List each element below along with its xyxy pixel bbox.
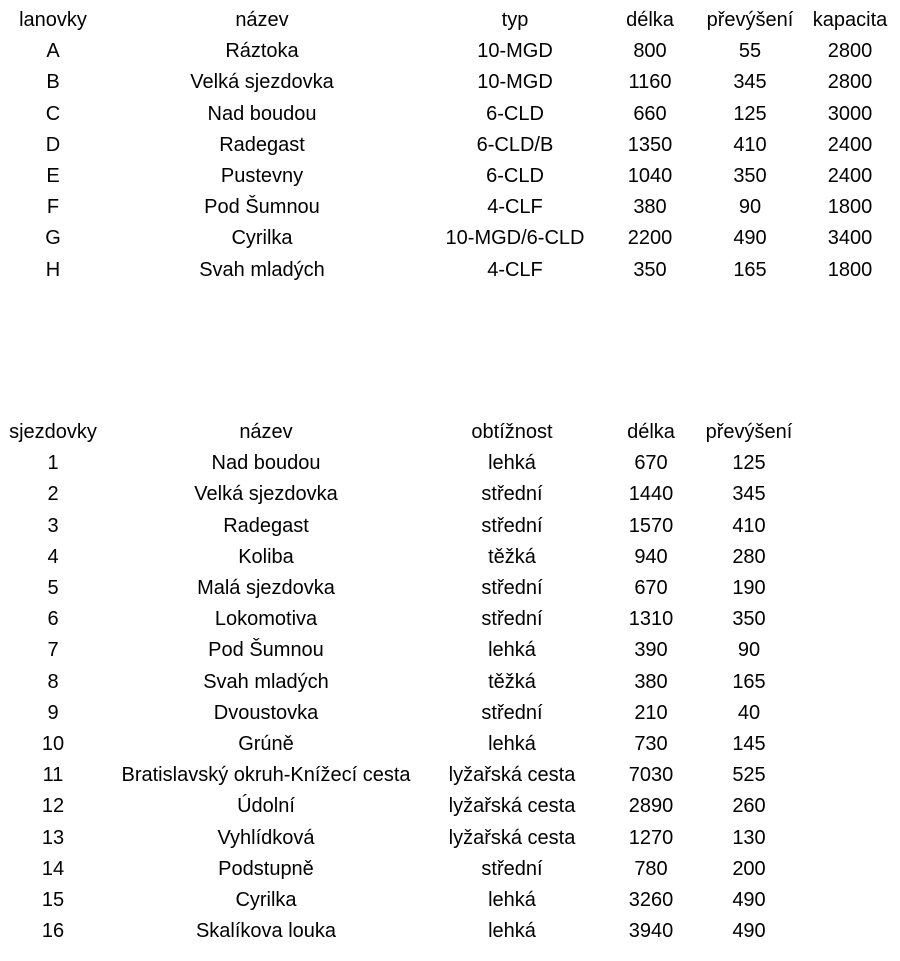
table-cell: střední: [481, 577, 543, 600]
table-cell: 490: [732, 888, 766, 911]
table-cell: E: [46, 165, 60, 188]
table-cell: 410: [732, 514, 766, 537]
table-row: [0, 916, 794, 947]
table-header-row: [0, 417, 794, 448]
table-row: [0, 729, 794, 760]
column-header: kapacita: [812, 9, 888, 32]
table-cell: 5: [47, 577, 59, 600]
table-cell: 145: [732, 732, 766, 755]
table-cell: Dvoustovka: [213, 701, 319, 724]
table-cell: A: [46, 40, 60, 63]
table-cell: 90: [737, 639, 761, 662]
table-cell: Radegast: [223, 514, 309, 537]
table-row: [0, 161, 888, 192]
table-cell: 125: [732, 452, 766, 475]
table-cell: Údolní: [237, 795, 295, 818]
table-cell: 165: [733, 258, 767, 281]
table-row: [0, 822, 794, 853]
table-cell: 10-MGD/6-CLD: [445, 227, 585, 250]
table-cell: 1800: [827, 196, 873, 219]
table-cell: 9: [47, 701, 59, 724]
table-row: [0, 192, 888, 223]
table-cell: Pod Šumnou: [204, 196, 320, 219]
table-cell: lehká: [488, 452, 536, 475]
table-cell: 390: [634, 639, 668, 662]
table-cell: střední: [481, 857, 543, 880]
table-cell: střední: [481, 483, 543, 506]
table-cell: Bratislavský okruh-Knížecí cesta: [121, 764, 411, 787]
table-cell: 6: [47, 608, 59, 631]
table-cell: Malá sjezdovka: [197, 577, 335, 600]
table-cell: Svah mladých: [203, 670, 329, 693]
table-row: [0, 99, 888, 130]
table-cell: 4: [47, 545, 59, 568]
table-cell: 2800: [827, 71, 873, 94]
table-cell: 2800: [827, 40, 873, 63]
table-cell: 280: [732, 545, 766, 568]
table-cell: 2: [47, 483, 59, 506]
table-cell: F: [46, 196, 60, 219]
table-row: [0, 760, 794, 791]
column-header: převýšení: [706, 9, 794, 32]
table-cell: G: [45, 227, 61, 250]
table-cell: 15: [41, 888, 65, 911]
table-cell: 940: [634, 545, 668, 568]
table-cell: Radegast: [219, 133, 305, 156]
table-cell: Velká sjezdovka: [194, 483, 338, 506]
table-cell: 3260: [628, 888, 674, 911]
table-cell: 4-CLF: [487, 196, 543, 219]
table-cell: 345: [733, 71, 767, 94]
table-cell: 1040: [627, 165, 673, 188]
table-cell: 350: [733, 165, 767, 188]
table-row: [0, 885, 794, 916]
table-cell: 490: [732, 920, 766, 943]
table-cell: 3: [47, 514, 59, 537]
table-cell: střední: [481, 514, 543, 537]
table-cell: 1570: [628, 514, 674, 537]
table-row: [0, 67, 888, 98]
table-cell: 165: [732, 670, 766, 693]
table-row: [0, 130, 888, 161]
table-cell: lehká: [488, 732, 536, 755]
table-cell: Cyrilka: [231, 227, 293, 250]
table-cell: Vyhlídková: [217, 826, 315, 849]
table-cell: těžká: [488, 670, 536, 693]
table-cell: Lokomotiva: [214, 608, 318, 631]
table-row: [0, 36, 888, 67]
column-header: převýšení: [705, 421, 793, 444]
table-cell: střední: [481, 701, 543, 724]
table-cell: 2400: [827, 133, 873, 156]
table-cell: Podstupně: [218, 857, 314, 880]
column-header: sjezdovky: [9, 421, 97, 444]
table-cell: 780: [634, 857, 668, 880]
table-cell: Skalíkova louka: [195, 920, 337, 943]
table-cell: lehká: [488, 888, 536, 911]
table-cell: 6-CLD/B: [476, 133, 554, 156]
table-cell: 410: [733, 133, 767, 156]
table-row: [0, 448, 794, 479]
table-cell: 10: [41, 732, 65, 755]
table-cell: 1350: [627, 133, 673, 156]
table-cell: 3940: [628, 920, 674, 943]
column-header: obtížnost: [471, 421, 553, 444]
table-cell: 10-MGD: [477, 71, 553, 94]
column-header: délka: [627, 421, 675, 444]
table-cell: 490: [733, 227, 767, 250]
table-cell: B: [46, 71, 60, 94]
table-cell: Nad boudou: [211, 452, 321, 475]
table-cell: 670: [634, 452, 668, 475]
table-cell: 660: [633, 102, 667, 125]
table-row: [0, 698, 794, 729]
column-header: typ: [501, 9, 529, 32]
table-cell: 4-CLF: [487, 258, 543, 281]
table-cell: 210: [634, 701, 668, 724]
table-row: [0, 573, 794, 604]
table-cell: H: [45, 258, 61, 281]
table-cell: 380: [633, 196, 667, 219]
table-cell: Pod Šumnou: [208, 639, 324, 662]
table-cell: 7030: [628, 764, 674, 787]
table-cell: 2200: [627, 227, 673, 250]
table-cell: 670: [634, 577, 668, 600]
table-cell: D: [45, 133, 61, 156]
table-cell: 1270: [628, 826, 674, 849]
table-cell: 345: [732, 483, 766, 506]
table-cell: 1: [47, 452, 59, 475]
table-cell: 525: [732, 764, 766, 787]
table-cell: 3000: [827, 102, 873, 125]
table-cell: 55: [738, 40, 762, 63]
table-row: [0, 667, 794, 698]
table-row: [0, 635, 794, 666]
table-cell: 6-CLD: [486, 165, 544, 188]
table-cell: Grúně: [238, 732, 294, 755]
table-cell: lyžařská cesta: [448, 795, 576, 818]
table-cell: 13: [41, 826, 65, 849]
table-cell: 380: [634, 670, 668, 693]
table-cell: těžká: [488, 545, 536, 568]
table-cell: 8: [47, 670, 59, 693]
table-row: [0, 854, 794, 885]
table-cell: lyžařská cesta: [448, 764, 576, 787]
table-cell: 2890: [628, 795, 674, 818]
table-cell: 6-CLD: [486, 102, 544, 125]
table-cell: 1800: [827, 258, 873, 281]
table-cell: Cyrilka: [235, 888, 297, 911]
table-cell: 1440: [628, 483, 674, 506]
table-row: [0, 542, 794, 573]
table-cell: 125: [733, 102, 767, 125]
table-header-row: [0, 5, 888, 36]
table-cell: Ráztoka: [225, 40, 299, 63]
table-cell: 2400: [827, 165, 873, 188]
column-header: název: [235, 9, 289, 32]
table-cell: lehká: [488, 639, 536, 662]
table-row: [0, 255, 888, 286]
table-cell: 3400: [827, 227, 873, 250]
table-cell: 1160: [628, 71, 672, 94]
table-cell: 730: [634, 732, 668, 755]
table-cell: 260: [732, 795, 766, 818]
table-cell: 350: [633, 258, 667, 281]
column-header: lanovky: [19, 9, 87, 32]
table-cell: 16: [41, 920, 65, 943]
table-cell: C: [45, 102, 61, 125]
table-cell: 14: [41, 857, 65, 880]
table-cell: 200: [732, 857, 766, 880]
table-cell: 90: [738, 196, 762, 219]
table-cell: 10-MGD: [477, 40, 553, 63]
table-cell: 12: [41, 795, 65, 818]
table-cell: Velká sjezdovka: [190, 71, 334, 94]
table-row: [0, 791, 794, 822]
table-row: [0, 604, 794, 635]
table-cell: 350: [732, 608, 766, 631]
column-header: délka: [626, 9, 674, 32]
table-cell: lehká: [488, 920, 536, 943]
table-row: [0, 479, 794, 510]
table-cell: Nad boudou: [207, 102, 317, 125]
table-cell: 40: [737, 701, 761, 724]
column-header: název: [239, 421, 293, 444]
table-cell: Pustevny: [220, 165, 304, 188]
table-cell: 1310: [628, 608, 674, 631]
table-cell: Koliba: [238, 545, 294, 568]
lifts-table: [0, 5, 888, 286]
table-cell: 190: [732, 577, 766, 600]
table-cell: 130: [732, 826, 766, 849]
slopes-table: [0, 417, 794, 947]
table-cell: 7: [47, 639, 59, 662]
table-cell: Svah mladých: [199, 258, 325, 281]
table-cell: 11: [42, 764, 64, 787]
table-cell: lyžařská cesta: [448, 826, 576, 849]
table-cell: střední: [481, 608, 543, 631]
table-row: [0, 223, 888, 254]
table-row: [0, 511, 794, 542]
table-cell: 800: [633, 40, 667, 63]
